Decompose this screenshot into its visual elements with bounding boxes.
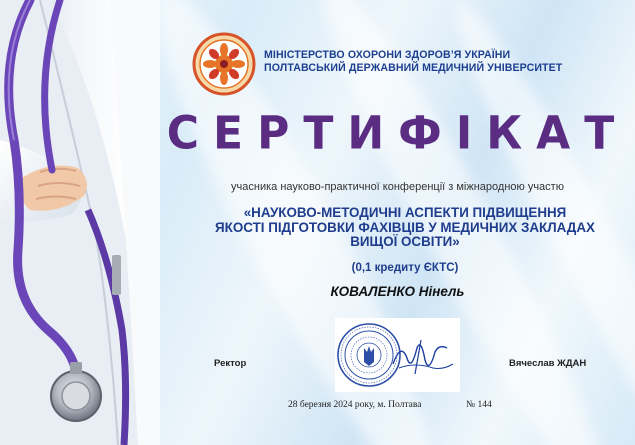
official-stamp: [335, 318, 460, 392]
participant-name: КОВАЛЕНКО Нінель: [330, 284, 465, 299]
credits-note: (0,1 кредиту ЄКТС): [351, 262, 459, 274]
certificate-title: СЕРТИФІКАТ: [166, 106, 629, 161]
certificate-number: № 144: [466, 400, 492, 410]
ministry-name: МІНІСТЕРСТВО ОХОРОНИ ЗДОРОВ’Я УКРАЇНИ: [264, 49, 511, 61]
signatory-role: Ректор: [214, 358, 247, 369]
conference-title: [205, 206, 605, 250]
certificate-subtitle: учасника науково-практичної конференції з міжнародною участю: [231, 181, 564, 193]
institution-names: [264, 49, 562, 75]
signatory-name: Вячеслав ЖДАН: [509, 358, 587, 369]
conference-title-line: ЯКОСТІ ПІДГОТОВКИ ФАХІВЦІВ У МЕДИЧНИХ ЗАКЛАДАХ: [215, 219, 595, 235]
conference-title-line: «НАУКОВО-МЕТОДИЧНІ АСПЕКТИ ПІДВИЩЕННЯ: [243, 205, 567, 220]
issue-date-place: 28 березня 2024 року, м. Полтава: [288, 400, 422, 410]
stamp-signature-area: [335, 318, 460, 392]
university-emblem: [192, 32, 256, 96]
university-name: ПОЛТАВСЬКИЙ ДЕРЖАВНИЙ МЕДИЧНИЙ УНІВЕРСИТЕТ: [264, 62, 563, 74]
doctor-stethoscope-photo: [0, 0, 160, 445]
conference-title-line: ВИЩОЇ ОСВІТИ»: [350, 234, 460, 249]
